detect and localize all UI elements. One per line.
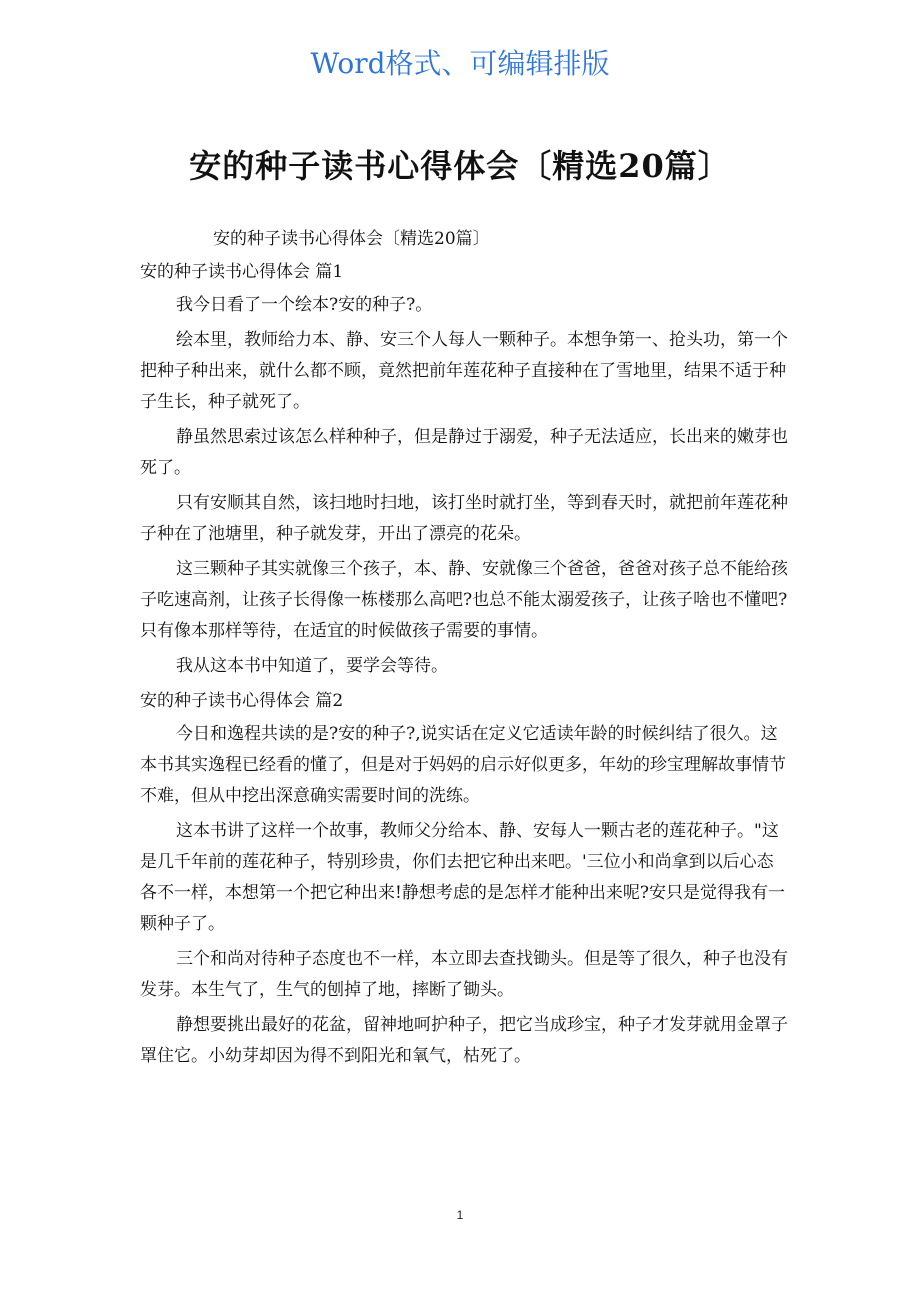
paragraph: 三个和尚对待种子态度也不一样，本立即去查找锄头。但是等了很久，种子也没有发芽。本生气了，生气的刨掉了地，摔断了锄头。: [140, 949, 788, 1000]
paragraph: 这三颗种子其实就像三个孩子，本、静、安就像三个爸爸，爸爸对孩子总不能给孩子吃速高剂，让孩子长得像一栋楼那么高吧?也总不能太溺爱孩子，让孩子啥也不懂吧?只有像本那样等待，在适宜的时候做孩子需要的事情。: [140, 559, 788, 641]
paragraph: 静想要挑出最好的花盆，留神地呵护种子，把它当成珍宝，种子才发芽就用金罩子罩住它。小幼芽却因为得不到阳光和氧气，枯死了。: [140, 1015, 788, 1066]
section-heading: 安的种子读书心得体会 篇1: [140, 262, 344, 282]
document-title: 安的种子读书心得体会〔精选20篇〕: [189, 147, 731, 185]
paragraph: 静虽然思索过该怎么样种种子，但是静过于溺爱，种子无法适应，长出来的嫩芽也死了。: [140, 427, 788, 478]
section-heading: 安的种子读书心得体会 篇2: [140, 691, 344, 711]
page-number: 1: [456, 1208, 464, 1222]
paragraph: 只有安顺其自然，该扫地时扫地，该打坐时就打坐，等到春天时，就把前年莲花种子种在了池塘里，种子就发芽，开出了漂亮的花朵。: [140, 493, 788, 544]
paragraph: 我从这本书中知道了，要学会等待。: [176, 656, 448, 676]
document-subtitle: 安的种子读书心得体会〔精选20篇〕: [213, 229, 490, 249]
paragraph: 绘本里，教师给力本、静、安三个人每人一颗种子。本想争第一、抢头功，第一个把种子种出来，就什么都不顾，竟然把前年莲花种子直接种在了雪地里，结果不适于种子生长，种子就死了。: [140, 330, 788, 412]
paragraph: 今日和逸程共读的是?安的种子?,说实话在定义它适读年龄的时候纠结了很久。这本书其实逸程已经看的懂了，但是对于妈妈的启示好似更多，年幼的珍宝理解故事情节不难，但从中挖出深意确实需要时间的洗练。: [140, 724, 786, 806]
format-banner: Word格式、可编辑排版: [310, 47, 610, 80]
paragraph: 我今日看了一个绘本?安的种子?。: [176, 295, 433, 315]
paragraph: 这本书讲了这样一个故事，教师父分给本、静、安每人一颗古老的莲花种子。"这是几千年前的莲花种子，特别珍贵，你们去把它种出来吧。'三位小和尚拿到以后心态各不一样，本想第一个把它种出来!静想考虑的是怎样才能种出来呢?安只是觉得我有一颗种子了。: [140, 821, 785, 934]
document-body: [140, 224, 790, 1076]
